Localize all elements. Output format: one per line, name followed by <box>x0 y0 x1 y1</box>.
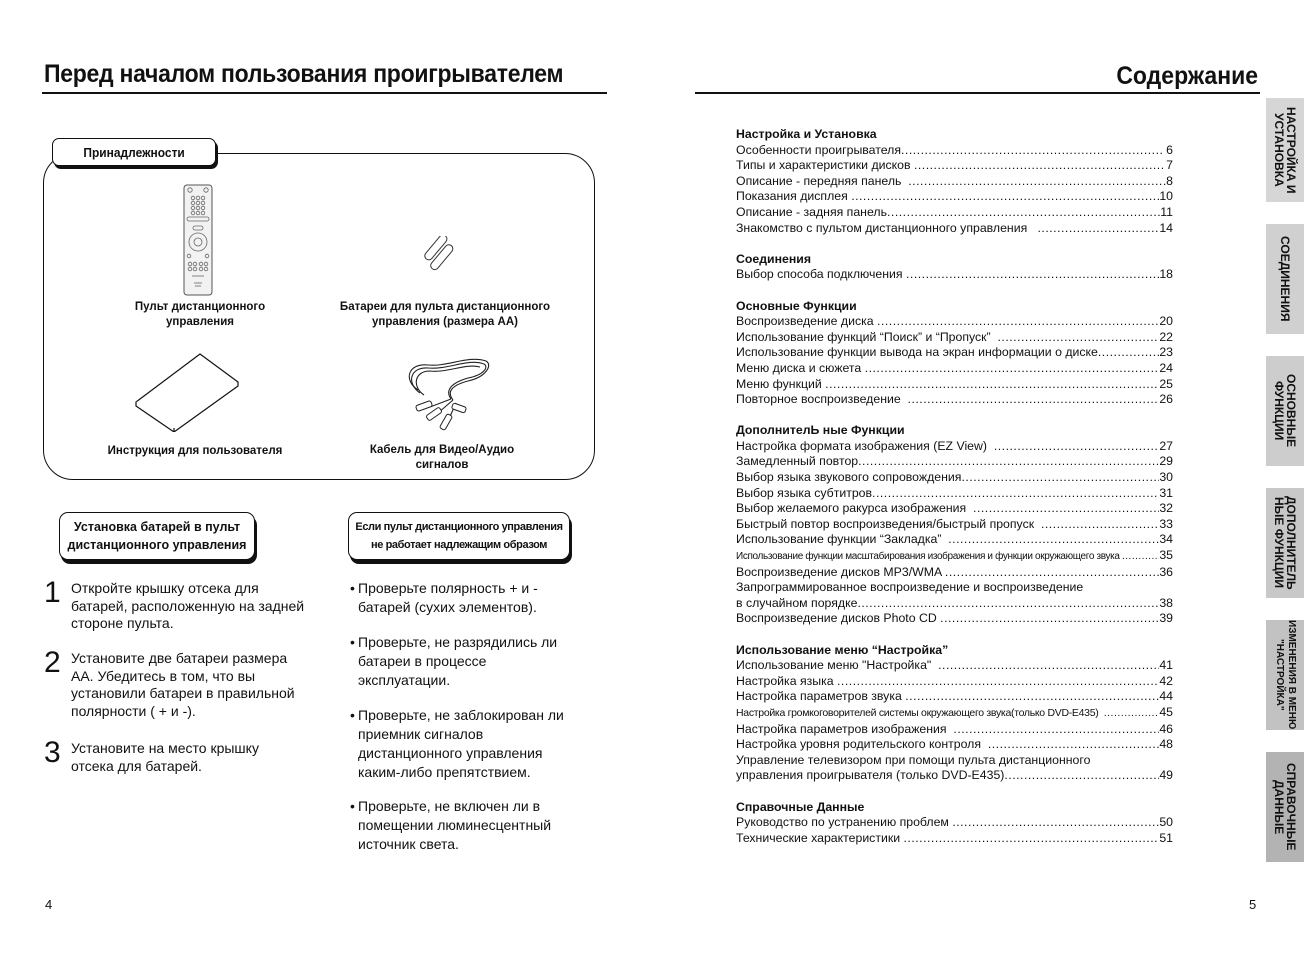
toc-section-heading: Настройка и Установка <box>736 127 877 141</box>
toc-entry-title: управления проигрывателя (только DVD-E435) <box>736 768 1005 783</box>
toc-entry-title: в случайном порядке <box>736 595 858 610</box>
toc-entry-page: 45 <box>1159 704 1173 719</box>
accessories-label: Принадлежности <box>52 138 216 166</box>
step-number: 2 <box>44 646 61 679</box>
troubleshoot-label: Если пульт дистанционного управления не работает надлежащим образом <box>348 512 570 560</box>
side-tab[interactable] <box>1266 488 1304 598</box>
toc-entry-page: 48 <box>1159 737 1173 752</box>
toc-entry-page: 22 <box>1159 329 1173 344</box>
toc-entry-title: Настройка формата изображения (EZ View) <box>736 438 994 453</box>
side-tab[interactable] <box>1266 620 1304 730</box>
toc-leader-dots <box>948 532 1159 548</box>
toc-entry-title: Воспроизведение диска <box>736 314 878 329</box>
right-page-title: Содержание <box>1116 62 1258 90</box>
toc-leader-dots <box>1104 706 1160 722</box>
toc-entry[interactable] <box>736 501 1173 517</box>
install-batteries-label: Установка батарей в пульт дистанционного управления <box>59 512 255 560</box>
batteries-caption: Батареи для пульта дистанционного управления (размера AA) <box>339 301 551 328</box>
toc-entry-title: Настройка параметров звука <box>736 689 906 704</box>
toc-entry-page: 44 <box>1159 689 1173 704</box>
left-page-title: Перед началом пользования проигрывателем <box>44 60 564 88</box>
toc-leader-dots <box>837 674 1159 690</box>
side-tab[interactable] <box>1266 356 1304 466</box>
toc-entry-title: Воспроизведение дисков MP3/WMA <box>736 564 945 579</box>
toc-entry-title: Управление телевизором при помощи пульта дистанционного <box>736 752 1091 767</box>
toc-leader-dots <box>908 392 1160 408</box>
toc-entry[interactable] <box>736 267 1173 283</box>
side-tab[interactable] <box>1266 98 1304 202</box>
toc-leader-dots <box>851 189 1159 205</box>
toc-entry-title: Описание - задняя панель <box>736 204 887 219</box>
toc-entry-page: 18 <box>1159 267 1173 282</box>
toc-entry-title: Типы и характеристики дисков <box>736 158 914 173</box>
remote-control-caption: Пульт дистанционного управления <box>134 301 266 328</box>
toc-leader-dots <box>953 722 1159 738</box>
toc-leader-dots <box>865 361 1160 377</box>
toc-entry-page: 51 <box>1159 830 1173 845</box>
side-tab-label: НАСТРОЙКА И УСТАНОВКА <box>1272 106 1298 194</box>
toc-leader-dots <box>905 689 1159 705</box>
toc-entry-page: 23 <box>1159 345 1173 360</box>
toc-entry-page: 24 <box>1159 360 1173 375</box>
toc-leader-dots <box>940 611 1159 627</box>
toc-entry-title: Быстрый повтор воспроизведения/быстрый пропуск <box>736 516 1041 531</box>
toc-entry[interactable] <box>736 330 1173 346</box>
toc-entry-title: Использование функции вывода на экран информации о диске <box>736 345 1098 360</box>
toc-leader-dots <box>872 486 1159 502</box>
toc-section <box>736 127 1173 236</box>
toc-entry-page: 41 <box>1159 658 1173 673</box>
toc-entry-page: 34 <box>1159 532 1173 547</box>
toc-entry[interactable] <box>736 158 1173 174</box>
step-number: 1 <box>44 576 61 609</box>
toc-entry-title: Описание - передняя панель <box>736 173 909 188</box>
toc-entry-title: Использование функций “Поиск” и “Пропуск” <box>736 329 998 344</box>
toc-entry-title: Показания дисплея <box>736 189 852 204</box>
toc-entry[interactable] <box>736 454 1173 470</box>
toc-entry[interactable] <box>736 361 1173 377</box>
toc-section-heading: Основные Функции <box>736 298 857 313</box>
toc-entry[interactable] <box>736 768 1173 784</box>
right-page-number: 5 <box>1249 897 1257 912</box>
toc-entry-title: Выбор языка субтитров <box>736 485 873 500</box>
toc-entry[interactable] <box>736 205 1173 221</box>
toc-entry-title: Технические характеристики <box>736 830 904 845</box>
toc-entry-page: 29 <box>1159 454 1173 469</box>
av-cable-caption: Кабель для Видео/Аудио сигналов <box>369 444 515 471</box>
toc-entry[interactable] <box>736 532 1173 548</box>
side-tab-label: ОСНОВНЫЕ ФУНКЦИИ <box>1272 374 1298 448</box>
toc-entry-page: 8 <box>1166 173 1173 188</box>
toc-leader-dots <box>914 158 1163 174</box>
toc-entry-page: 38 <box>1159 595 1173 610</box>
toc-entry-title: Меню диска и сюжета <box>736 360 865 375</box>
toc-entry[interactable] <box>736 189 1173 205</box>
toc-entry-title: Замедленный повтор <box>736 454 859 469</box>
toc-section <box>736 252 1173 283</box>
toc-entry-title: Настройка уровня родительского контроля <box>736 737 988 752</box>
toc-entry[interactable] <box>736 689 1173 705</box>
toc-leader-dots <box>973 501 1159 517</box>
toc-entry-title: Меню функций <box>736 376 826 391</box>
step-number: 3 <box>44 736 61 769</box>
toc-section-heading: Использование меню “Настройка” <box>736 642 949 657</box>
toc-entry[interactable] <box>736 722 1173 738</box>
toc-entry-page: 14 <box>1159 220 1173 235</box>
toc-entry-title: Использование функции масштабирования изображения и функции окружающего звука <box>736 551 1122 563</box>
toc-entry-title: Воспроизведение дисков Photo CD <box>736 611 941 626</box>
toc-entry[interactable] <box>736 674 1173 690</box>
toc-entry-page: 30 <box>1159 470 1173 485</box>
toc-leader-dots <box>877 314 1159 330</box>
toc-entry[interactable] <box>736 392 1173 408</box>
toc-leader-dots <box>858 454 1159 470</box>
left-page-number: 4 <box>45 897 53 912</box>
side-tab[interactable] <box>1266 752 1304 862</box>
toc-entry[interactable] <box>736 548 1173 565</box>
toc-entry-page: 25 <box>1159 376 1173 391</box>
toc-entry[interactable] <box>736 705 1173 722</box>
toc-entry[interactable] <box>736 580 1173 596</box>
toc-leader-dots <box>857 596 1159 612</box>
toc-entry-page: 31 <box>1159 485 1173 500</box>
av-cable-icon <box>398 355 493 435</box>
side-tab-label: СПРАВОЧНЫЕ ДАННЫЕ <box>1272 763 1298 851</box>
toc-leader-dots <box>904 831 1160 847</box>
toc-entry[interactable] <box>736 174 1173 190</box>
toc-section <box>736 299 1173 408</box>
toc-leader-dots <box>825 377 1159 393</box>
toc-leader-dots <box>901 143 1163 159</box>
remote-control-icon <box>183 184 213 296</box>
toc-entry-page: 46 <box>1159 721 1173 736</box>
toc-entry-page: 50 <box>1159 815 1173 830</box>
manual-book-icon <box>132 352 242 432</box>
batteries-icon <box>420 236 465 276</box>
toc-entry-title: Настройка параметров изображения <box>736 721 954 736</box>
toc-entry[interactable] <box>736 486 1173 502</box>
side-tab-label: ИЗМЕНЕНИЯ В МЕНЮ "НАСТРОЙКА" <box>1274 620 1297 730</box>
toc-section-heading: ДополнителЬ ные Функции <box>736 423 905 438</box>
toc-entry[interactable] <box>736 345 1173 361</box>
toc-entry-page: 39 <box>1159 611 1173 626</box>
toc-entry[interactable] <box>736 737 1173 753</box>
toc-entry-title: Особенности проигрывателя <box>736 142 902 157</box>
toc-leader-dots <box>997 330 1159 346</box>
table-of-contents <box>736 127 1173 862</box>
toc-section-heading: Соединения <box>736 251 812 266</box>
toc-leader-dots <box>1004 768 1159 784</box>
toc-entry[interactable] <box>736 221 1173 237</box>
toc-entry[interactable] <box>736 517 1173 533</box>
toc-entry-page: 26 <box>1159 392 1173 407</box>
toc-leader-dots <box>908 174 1166 190</box>
toc-leader-dots <box>906 267 1159 283</box>
toc-section <box>736 643 1173 784</box>
toc-entry[interactable] <box>736 470 1173 486</box>
side-tab-label: ДОПОЛНИТЕЛЬ НЫЕ ФУНКЦИИ <box>1272 496 1298 590</box>
toc-entry-title: Повторное воспроизведение <box>736 392 908 407</box>
title-underline <box>695 92 1260 94</box>
toc-entry-title: Использование меню "Настройка" <box>736 658 939 673</box>
toc-entry-title: Настройка громкоговорителей системы окружающего звука(только DVD-E435) <box>736 706 1104 719</box>
toc-entry-page: 10 <box>1159 189 1173 204</box>
toc-entry-title: Знакомство с пультом дистанционного управления <box>736 220 1038 235</box>
toc-section <box>736 423 1173 627</box>
toc-section-heading: Справочные Данные <box>736 799 865 814</box>
toc-entry-page: 7 <box>1162 158 1173 173</box>
toc-entry-title: Выбор желаемого ракурса изображения <box>736 501 974 516</box>
toc-entry-page: 11 <box>1160 204 1173 219</box>
manual-book-caption: Инструкция для пользователя <box>107 445 283 457</box>
toc-entry[interactable] <box>736 815 1173 831</box>
toc-leader-dots <box>938 658 1159 674</box>
toc-entry[interactable] <box>736 565 1173 581</box>
toc-entry[interactable] <box>736 596 1173 612</box>
toc-leader-dots <box>887 205 1160 221</box>
toc-entry[interactable] <box>736 753 1173 769</box>
toc-entry[interactable] <box>736 377 1173 393</box>
toc-entry-title: Выбор способа подключения <box>736 267 906 282</box>
toc-leader-dots <box>994 439 1159 455</box>
side-tab[interactable] <box>1266 224 1304 334</box>
toc-entry[interactable] <box>736 143 1173 159</box>
toc-leader-dots <box>988 737 1159 753</box>
toc-entry-title: Выбор языка звукового сопровождения <box>736 470 962 485</box>
toc-entry-page: 42 <box>1159 673 1173 688</box>
toc-entry[interactable] <box>736 831 1173 847</box>
toc-entry[interactable] <box>736 314 1173 330</box>
toc-leader-dots <box>945 565 1159 581</box>
toc-entry-page: 33 <box>1159 516 1173 531</box>
toc-entry-title: Настройка языка <box>736 673 837 688</box>
toc-leader-dots <box>1041 517 1159 533</box>
toc-entry-title: Запрограммированное воспроизведение и воспроизведение <box>736 580 1084 595</box>
toc-entry-title: Руководство по устранению проблем <box>736 815 953 830</box>
toc-entry-page: 20 <box>1159 314 1173 329</box>
side-tab-label: СОЕДИНЕНИЯ <box>1278 236 1292 322</box>
toc-entry-title: Использование функции “Закладка” <box>736 532 949 547</box>
toc-entry[interactable] <box>736 658 1173 674</box>
toc-entry-page: 6 <box>1162 142 1173 157</box>
toc-entry-page: 32 <box>1159 501 1173 516</box>
toc-leader-dots <box>952 815 1159 831</box>
toc-entry-page: 35 <box>1159 548 1173 563</box>
toc-entry[interactable] <box>736 439 1173 455</box>
toc-leader-dots <box>961 470 1159 486</box>
toc-entry-page: 49 <box>1159 768 1173 783</box>
toc-leader-dots <box>1098 345 1159 361</box>
toc-section <box>736 800 1173 847</box>
toc-entry-page: 27 <box>1159 438 1173 453</box>
toc-leader-dots <box>1038 221 1160 237</box>
title-underline <box>42 92 607 94</box>
toc-leader-dots <box>1122 549 1159 565</box>
toc-entry-page: 36 <box>1159 564 1173 579</box>
toc-entry[interactable] <box>736 611 1173 627</box>
